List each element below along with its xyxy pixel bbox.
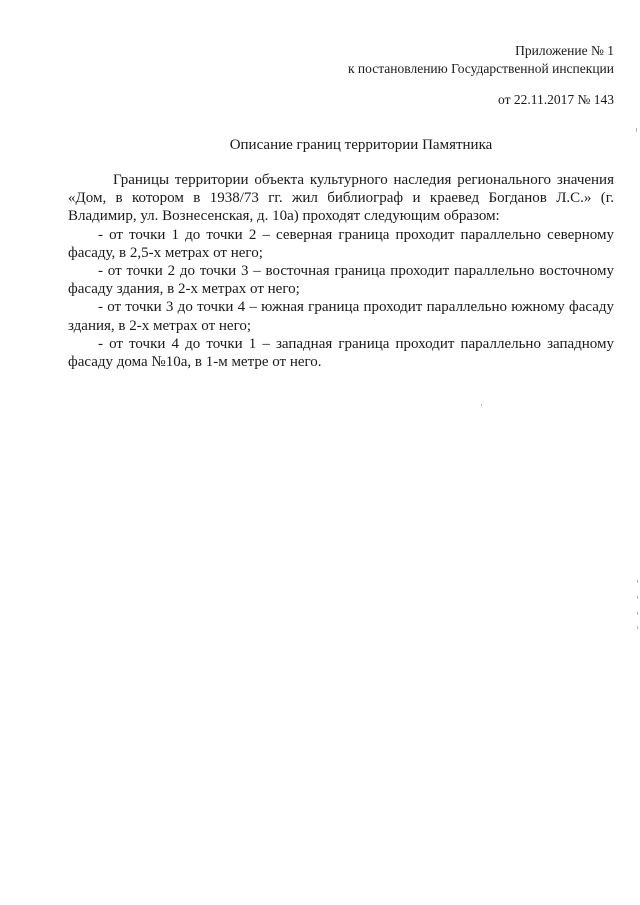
document-title: Описание границ территории Памятника — [229, 137, 493, 153]
boundary-item-north: - от точки 1 до точки 2 – северная граница проходит параллельно северному фасаду, в 2,5-х метрах от него; — [68, 226, 614, 261]
scan-speck — [637, 596, 638, 599]
boundary-item-east: - от точки 2 до точки 3 – восточная граница проходит параллельно восточному фасаду здания, в 2-х метрах от него; — [68, 263, 614, 298]
scan-speck — [637, 626, 638, 629]
intro-paragraph: Границы территории объекта культурного наследия регионального значения «Дом, в котором в 1938/73 гг. жил библиограф и краевед Богданов Л.С.» (г. Владимир, ул. Вознесенская, д. 10а) проходят следующим образом: — [68, 172, 614, 225]
scan-speck — [637, 612, 638, 615]
scan-speck — [481, 404, 482, 406]
scan-speck — [636, 128, 637, 132]
boundary-item-south: - от точки 3 до точки 4 – южная граница проходит параллельно южному фасаду здания, в 2-х метрах от него; — [68, 299, 614, 334]
document-body — [68, 171, 614, 371]
resolution-reference: к постановлению Государственной инспекции — [348, 61, 614, 76]
appendix-header — [348, 42, 614, 78]
boundary-item-west: - от точки 4 до точки 1 – западная граница проходит параллельно западному фасаду дома №10а, в 1-м метре от него. — [68, 335, 614, 371]
scan-speck — [637, 580, 638, 583]
appendix-label: Приложение № 1 — [515, 43, 614, 58]
resolution-date-number: от 22.11.2017 № 143 — [498, 92, 614, 107]
